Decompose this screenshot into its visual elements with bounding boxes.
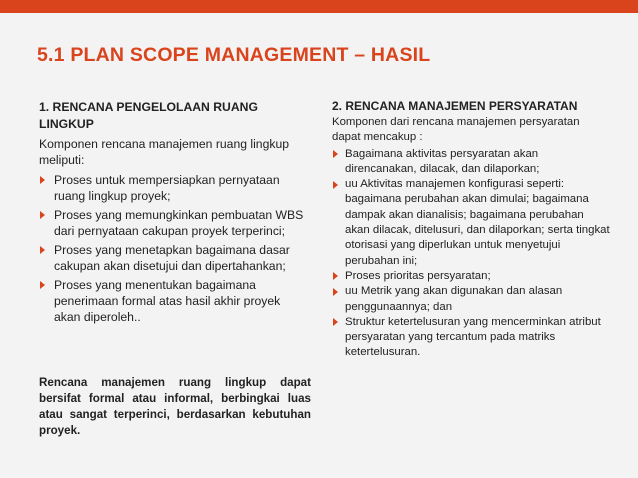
triangle-bullet-icon	[40, 176, 45, 184]
summary-note: Rencana manajemen ruang lingkup dapat bersifat formal atau informal, berbingkai luas atau sangat terperinci, berdasarkan kebutuhan proyek.	[39, 376, 311, 437]
left-intro: Komponen rencana manajemen ruang lingkup meliputi:	[39, 137, 290, 167]
triangle-bullet-icon	[333, 288, 338, 296]
list-item: uu Aktivitas manajemen konfigurasi seperti: bagaimana perubahan akan dimulai; bagaimana dampak akan dianalisis; bagaimana perubahan akan dilacak, ditelusuri, dan dilaporkan; serta tingkat otorisasi yang diperlukan untuk menyetujui perubahan ini;	[332, 177, 610, 269]
list-item: Proses yang menentukan bagaimana penerimaan formal atas hasil akhir proyek akan diperoleh..	[39, 277, 309, 325]
left-heading: 1. RENCANA PENGELOLAAN RUANG LINGKUP	[39, 100, 258, 131]
right-list	[332, 147, 610, 361]
left-column	[39, 99, 309, 328]
slide-title: 5.1 PLAN SCOPE MANAGEMENT – HASIL	[37, 44, 431, 66]
triangle-bullet-icon	[333, 181, 338, 189]
list-item: Proses untuk mempersiapkan pernyataan ruang lingkup proyek;	[39, 172, 309, 204]
triangle-bullet-icon	[333, 318, 338, 326]
list-item: Struktur ketertelusuran yang mencerminkan atribut persyaratan yang tercantum pada matriks ketertelusuran.	[332, 315, 610, 361]
triangle-bullet-icon	[333, 272, 338, 280]
triangle-bullet-icon	[40, 211, 45, 219]
right-column	[332, 99, 610, 361]
left-list	[39, 172, 309, 325]
triangle-bullet-icon	[40, 246, 45, 254]
top-accent-bar	[0, 0, 638, 13]
right-intro: Komponen dari rencana manajemen persyaratan dapat mencakup :	[332, 116, 580, 144]
list-item: Bagaimana aktivitas persyaratan akan direncanakan, dilacak, dan dilaporkan;	[332, 147, 610, 178]
list-item: Proses prioritas persyaratan;	[332, 269, 610, 284]
list-item: uu Metrik yang akan digunakan dan alasan penggunaannya; dan	[332, 284, 610, 315]
triangle-bullet-icon	[40, 281, 45, 289]
triangle-bullet-icon	[333, 150, 338, 158]
right-heading: 2. RENCANA MANAJEMEN PERSYARATAN	[332, 99, 578, 113]
list-item: Proses yang menetapkan bagaimana dasar cakupan akan disetujui dan dipertahankan;	[39, 242, 309, 274]
list-item: Proses yang memungkinkan pembuatan WBS dari pernyataan cakupan proyek terperinci;	[39, 207, 309, 239]
